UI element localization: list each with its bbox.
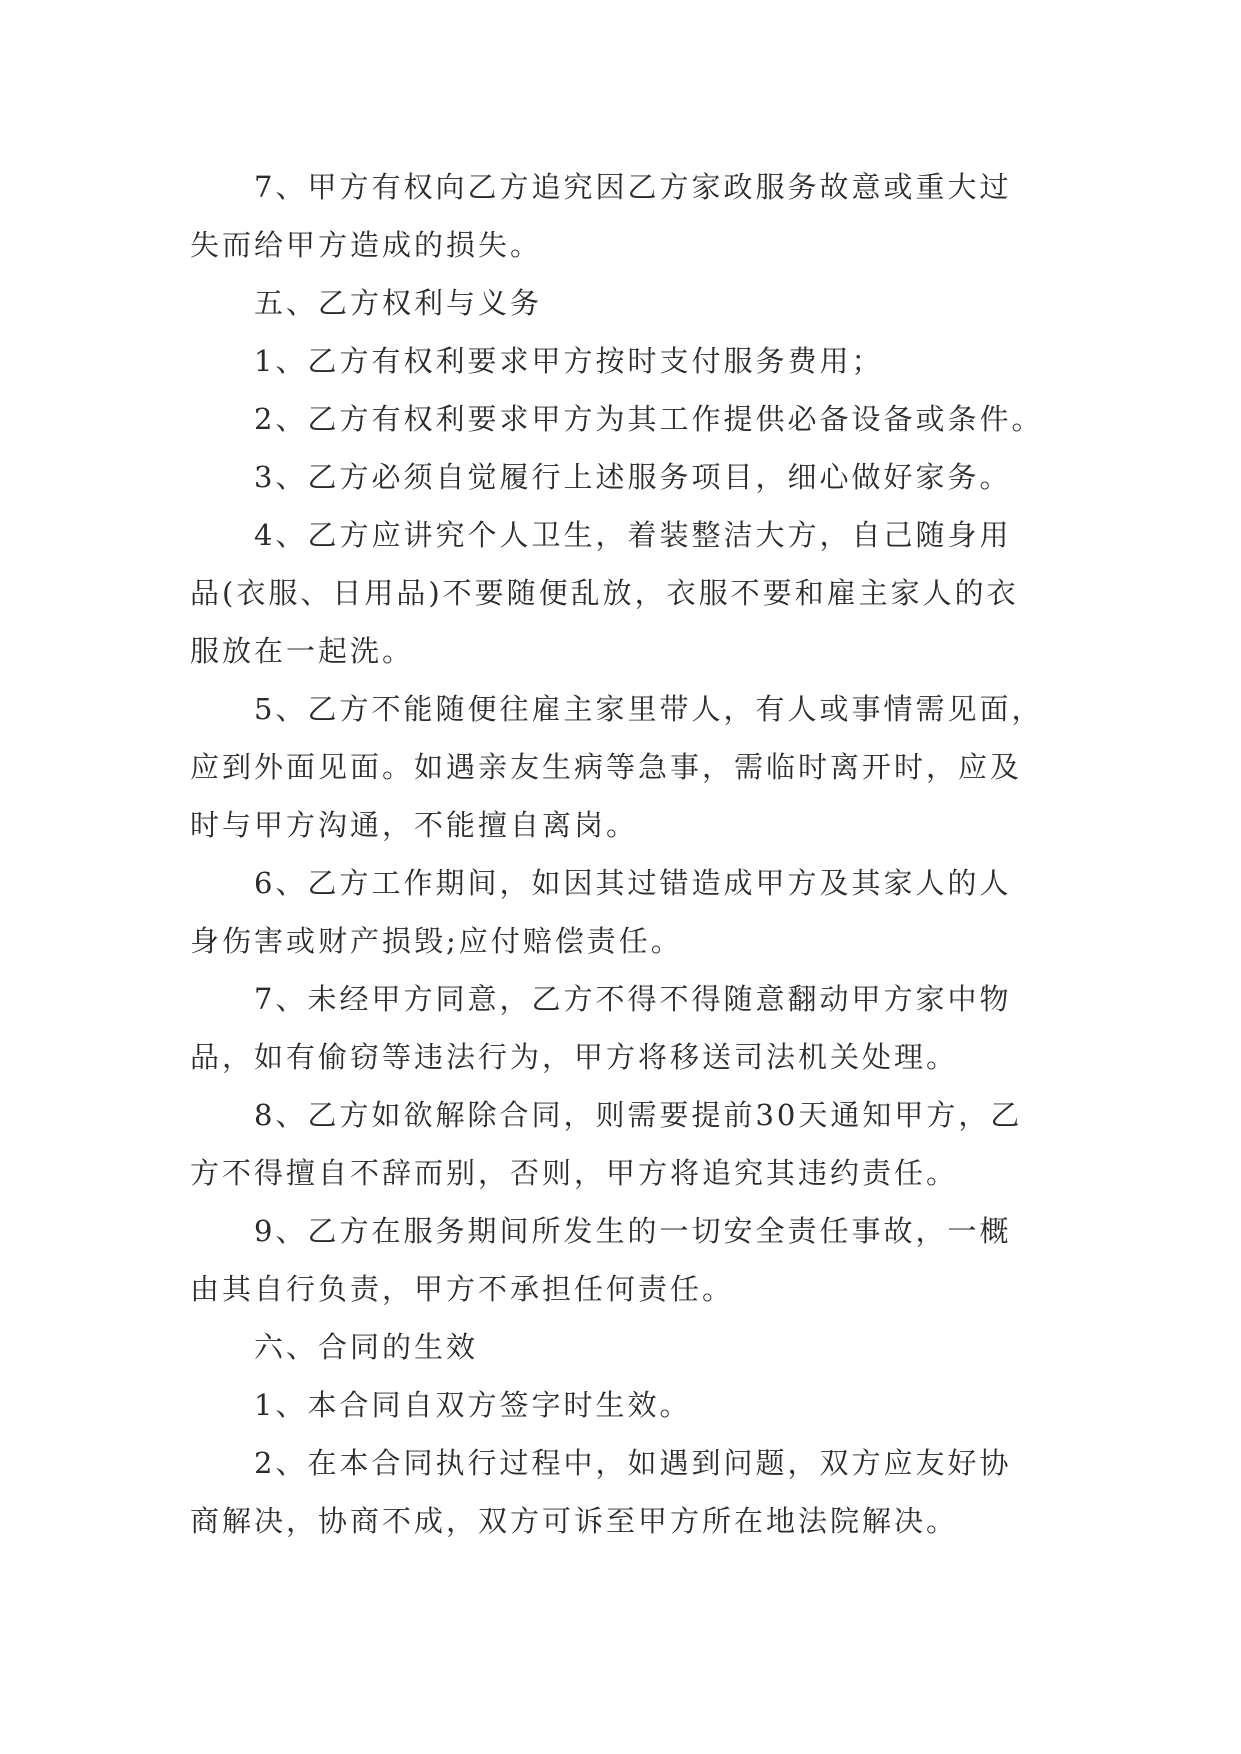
section-heading-party-b-rights [190, 274, 1060, 332]
text-line: 应到外面见面。如遇亲友生病等急事，需临时离开时，应及 [190, 750, 1023, 784]
text-line: 失而给甲方造成的损失。 [190, 228, 543, 262]
paragraph-item-7-right [190, 158, 1060, 274]
text-line: 由其自行负责，甲方不承担任何责任。 [190, 1272, 735, 1306]
paragraph-b-3 [190, 448, 1060, 506]
section-heading-contract-effect [190, 1318, 1060, 1376]
text-line: 8、乙方如欲解除合同，则需要提前30天通知甲方，乙 [254, 1098, 1023, 1132]
paragraph-b-5 [190, 680, 1060, 854]
text-line: 方不得擅自不辞而别，否则，甲方将追究其违约责任。 [190, 1156, 959, 1190]
section-heading: 五、乙方权利与义务 [254, 286, 543, 320]
text-line: 商解决，协商不成，双方可诉至甲方所在地法院解决。 [190, 1504, 959, 1538]
text-line: 4、乙方应讲究个人卫生，着装整洁大方，自己随身用 [254, 518, 1012, 552]
paragraph-b-7 [190, 970, 1060, 1086]
text-line: 6、乙方工作期间，如因其过错造成甲方及其家人的人 [254, 866, 1012, 900]
paragraph-b-9 [190, 1202, 1060, 1318]
text-line: 5、乙方不能随便往雇主家里带人，有人或事情需见面， [254, 692, 1044, 726]
text-line: 9、乙方在服务期间所发生的一切安全责任事故，一概 [254, 1214, 1012, 1248]
paragraph-c-1 [190, 1376, 1060, 1434]
paragraph-c-2 [190, 1434, 1060, 1550]
text-line: 品，如有偷窃等违法行为，甲方将移送司法机关处理。 [190, 1040, 959, 1074]
paragraph-b-2 [190, 390, 1060, 448]
text-line: 3、乙方必须自觉履行上述服务项目，细心做好家务。 [254, 460, 1012, 494]
paragraph-b-4 [190, 506, 1060, 680]
paragraph-b-6 [190, 854, 1060, 970]
paragraph-b-8 [190, 1086, 1060, 1202]
text-line: 品(衣服、日用品)不要随便乱放，衣服不要和雇主家人的衣 [190, 576, 1019, 610]
text-line: 1、乙方有权利要求甲方按时支付服务费用； [254, 344, 884, 378]
text-line: 2、在本合同执行过程中，如遇到问题，双方应友好协 [254, 1446, 1012, 1480]
text-line: 7、未经甲方同意，乙方不得不得随意翻动甲方家中物 [254, 982, 1012, 1016]
text-line: 1、本合同自双方签字时生效。 [254, 1388, 692, 1422]
text-line: 身伤害或财产损毁;应付赔偿责任。 [190, 924, 683, 958]
text-line: 7、甲方有权向乙方追究因乙方家政服务故意或重大过 [254, 170, 1012, 204]
text-line: 服放在一起洗。 [190, 634, 415, 668]
text-line: 时与甲方沟通，不能擅自离岗。 [190, 808, 639, 842]
document-body [190, 158, 1060, 1550]
paragraph-b-1 [190, 332, 1060, 390]
text-line: 2、乙方有权利要求甲方为其工作提供必备设备或条件。 [254, 402, 1044, 436]
section-heading: 六、合同的生效 [254, 1330, 479, 1364]
